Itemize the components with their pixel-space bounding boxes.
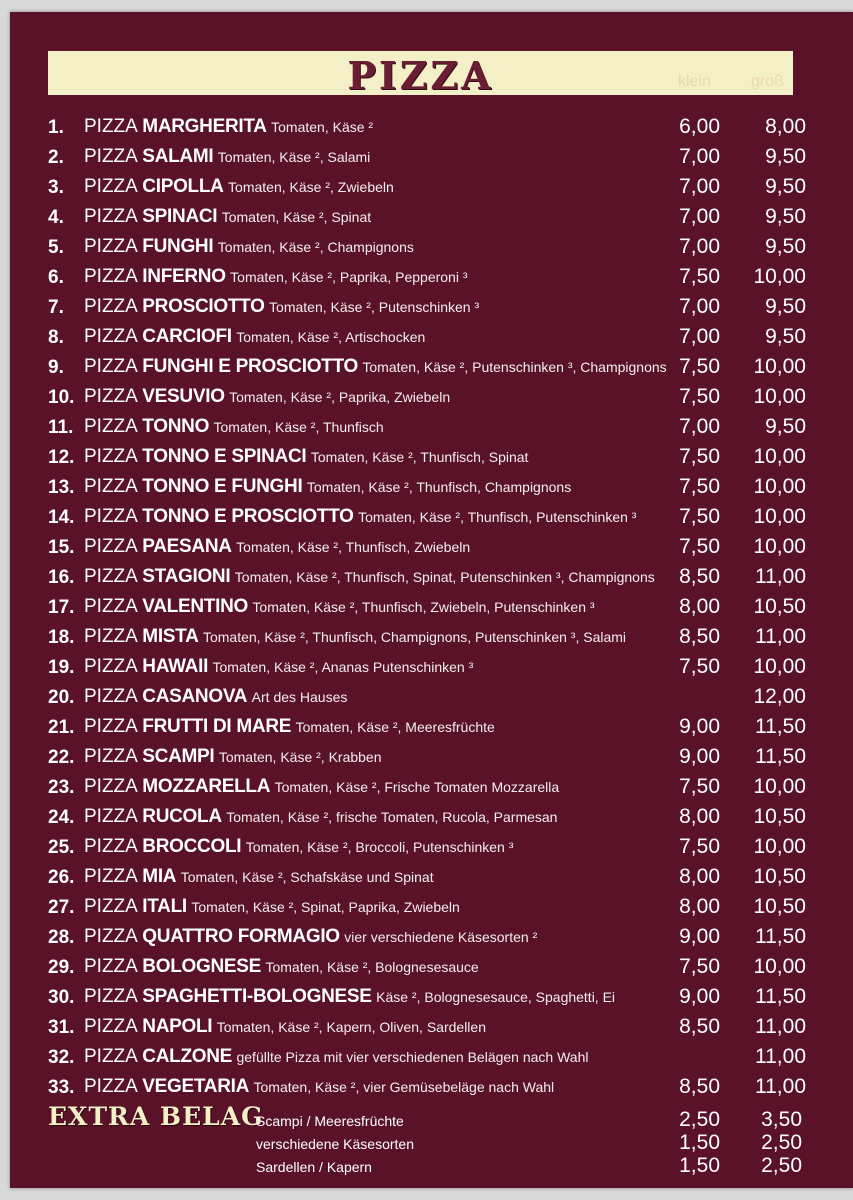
table-row [48,804,808,834]
item-prefix: PIZZA [84,506,138,527]
extra-price-large: 2,50 [761,1154,802,1177]
item-title [84,116,373,138]
price-large: 10,00 [753,655,806,678]
table-row [48,1044,808,1074]
table-row [48,264,808,294]
item-ingredients: Tomaten, Käse ², Thunfisch, Putenschinken ³ [358,509,637,525]
item-number: 1. [48,117,64,138]
table-row [48,324,808,354]
price-small: 7,50 [679,475,720,498]
table-row [48,474,808,504]
table-row [48,684,808,714]
price-large: 10,00 [753,955,806,978]
table-row [48,1014,808,1044]
item-ingredients: Käse ², Bolognesesauce, Spaghetti, Ei [376,989,616,1005]
item-title [84,956,479,978]
table-row [48,924,808,954]
price-large: 9,50 [765,415,806,438]
table-row [48,774,808,804]
item-title [84,626,626,648]
extra-item-label: Scampi / Meeresfrüchte [256,1113,404,1129]
item-title [84,536,470,558]
item-number: 30. [48,987,75,1008]
item-name: TONNO E FUNGHI [142,476,303,497]
item-prefix: PIZZA [84,236,138,257]
item-prefix: PIZZA [84,416,138,437]
item-prefix: PIZZA [84,806,138,827]
item-ingredients: Tomaten, Käse ², Frische Tomaten Mozzarella [274,779,560,795]
item-ingredients: Tomaten, Käse ², Champignons [217,239,414,255]
item-prefix: PIZZA [84,866,138,887]
item-ingredients: Tomaten, Käse ², Paprika, Zwiebeln [229,389,451,405]
page-title: PIZZA [347,53,494,98]
item-ingredients: Tomaten, Käse ², Ananas Putenschinken ³ [212,659,474,675]
item-number: 28. [48,927,75,948]
item-title [84,926,537,948]
item-title [84,446,528,468]
table-row [48,864,808,894]
item-number: 25. [48,837,75,858]
item-ingredients: gefüllte Pizza mit vier verschiedenen Belägen nach Wahl [236,1049,589,1065]
price-small: 7,50 [679,835,720,858]
item-prefix: PIZZA [84,716,138,737]
item-prefix: PIZZA [84,206,138,227]
item-prefix: PIZZA [84,536,138,557]
table-row [48,714,808,744]
price-large: 11,00 [755,565,806,588]
item-name: MOZZARELLA [142,776,271,797]
price-large: 11,50 [755,985,806,1008]
item-name: VEGETARIA [142,1076,250,1097]
price-large: 10,00 [753,775,806,798]
price-large: 8,00 [765,115,806,138]
small-size-label: klein [678,73,711,90]
price-small: 7,50 [679,445,720,468]
item-number: 15. [48,537,75,558]
price-small: 7,00 [679,415,720,438]
price-small: 8,00 [679,595,720,618]
price-large: 10,00 [753,445,806,468]
item-name: INFERNO [142,266,226,287]
item-number: 23. [48,777,75,798]
item-prefix: PIZZA [84,176,138,197]
item-prefix: PIZZA [84,1016,138,1037]
price-small: 9,00 [679,715,720,738]
item-ingredients: Tomaten, Käse ², Thunfisch, Zwiebeln, Putenschinken ³ [252,599,595,615]
extra-item-label: Sardellen / Kapern [256,1159,372,1175]
item-number: 19. [48,657,75,678]
item-prefix: PIZZA [84,986,138,1007]
price-large: 10,50 [753,865,806,888]
item-prefix: PIZZA [84,566,138,587]
item-prefix: PIZZA [84,656,138,677]
price-small: 7,50 [679,385,720,408]
price-large: 11,50 [755,745,806,768]
price-small: 7,00 [679,325,720,348]
item-name: CARCIOFI [142,326,232,347]
price-large: 9,50 [765,145,806,168]
item-prefix: PIZZA [84,296,138,317]
item-title [84,236,414,258]
table-row [48,384,808,414]
item-ingredients: Tomaten, Käse ², Zwiebeln [228,179,394,195]
item-number: 21. [48,717,75,738]
price-large: 11,00 [755,1045,806,1068]
price-large: 10,00 [753,535,806,558]
price-small: 7,00 [679,295,720,318]
item-ingredients: Tomaten, Käse ², Thunfisch, Spinat [310,449,529,465]
item-prefix: PIZZA [84,1046,138,1067]
price-small: 7,50 [679,775,720,798]
price-large: 9,50 [765,295,806,318]
table-row [48,414,808,444]
table-row [48,834,808,864]
item-title [84,476,571,498]
item-ingredients: Tomaten, Käse ² [271,119,374,135]
item-ingredients: Tomaten, Käse ², Artischocken [236,329,426,345]
item-prefix: PIZZA [84,356,138,377]
item-ingredients: Tomaten, Käse ², Thunfisch, Champignons [306,479,572,495]
extra-belag-title: EXTRA BELAG [48,1102,264,1131]
extra-price-small: 1,50 [679,1154,720,1177]
item-name: BOLOGNESE [142,956,262,977]
item-name: QUATTRO FORMAGIO [142,926,340,947]
price-small: 9,00 [679,745,720,768]
price-large: 10,50 [753,805,806,828]
item-ingredients: Tomaten, Käse ², Putenschinken ³ [269,299,480,315]
item-title [84,326,425,348]
item-name: FUNGHI E PROSCIOTTO [142,356,358,377]
item-title [84,1016,486,1038]
item-number: 16. [48,567,75,588]
item-prefix: PIZZA [84,146,138,167]
table-row [48,564,808,594]
table-row [48,624,808,654]
price-large: 11,50 [755,715,806,738]
price-large: 10,00 [753,505,806,528]
item-title [84,656,473,678]
price-large: 9,50 [765,235,806,258]
item-title [84,296,479,318]
item-title [84,1046,589,1068]
item-name: NAPOLI [142,1016,213,1037]
item-number: 13. [48,477,75,498]
price-large: 10,00 [753,835,806,858]
item-number: 10. [48,387,75,408]
extra-price-large: 3,50 [761,1108,802,1131]
item-title [84,206,371,228]
price-small: 8,50 [679,625,720,648]
item-title [84,776,559,798]
table-row [48,114,808,144]
item-prefix: PIZZA [84,326,138,347]
item-name: CIPOLLA [142,176,224,197]
price-large: 12,00 [753,685,806,708]
item-number: 6. [48,267,64,288]
item-name: STAGIONI [142,566,231,587]
extra-price-large: 2,50 [761,1131,802,1154]
price-large: 11,00 [755,1075,806,1098]
item-prefix: PIZZA [84,1076,138,1097]
price-small: 7,50 [679,535,720,558]
price-large: 10,00 [753,355,806,378]
item-prefix: PIZZA [84,596,138,617]
table-row [48,174,808,204]
table-row [48,504,808,534]
item-name: VALENTINO [142,596,248,617]
item-prefix: PIZZA [84,386,138,407]
item-name: TONNO E PROSCIOTTO [142,506,354,527]
item-number: 32. [48,1047,75,1068]
item-number: 9. [48,357,64,378]
item-name: PAESANA [142,536,232,557]
item-ingredients: Tomaten, Käse ², frische Tomaten, Rucola, Parmesan [226,809,558,825]
item-title [84,716,495,738]
item-prefix: PIZZA [84,926,138,947]
item-name: SPINACI [142,206,218,227]
price-small: 7,50 [679,265,720,288]
price-small: 8,00 [679,805,720,828]
price-small: 7,00 [679,145,720,168]
item-ingredients: Tomaten, Käse ², Salami [217,149,371,165]
item-number: 5. [48,237,64,258]
price-small: 7,50 [679,505,720,528]
item-name: TONNO E SPINACI [142,446,307,467]
item-title [84,386,450,408]
item-title [84,566,655,588]
item-ingredients: Tomaten, Käse ², Meeresfrüchte [295,719,495,735]
table-row [48,594,808,624]
price-small: 9,00 [679,985,720,1008]
price-large: 10,00 [753,385,806,408]
item-name: FUNGHI [142,236,214,257]
item-title [84,746,382,768]
item-number: 3. [48,177,64,198]
item-ingredients: Tomaten, Käse ², Putenschinken ³, Champignons [362,359,667,375]
item-title [84,506,636,528]
item-number: 8. [48,327,64,348]
item-ingredients: Tomaten, Käse ², Thunfisch, Spinat, Putenschinken ³, Champignons [234,569,655,585]
item-number: 2. [48,147,64,168]
item-ingredients: Tomaten, Käse ², vier Gemüsebeläge nach Wahl [253,1079,555,1095]
item-number: 22. [48,747,75,768]
item-prefix: PIZZA [84,446,138,467]
item-title [84,596,595,618]
price-large: 10,50 [753,595,806,618]
item-name: RUCOLA [142,806,222,827]
price-large: 10,00 [753,265,806,288]
item-ingredients: vier verschiedene Käsesorten ² [344,929,538,945]
item-ingredients: Tomaten, Käse ², Thunfisch, Zwiebeln [236,539,471,555]
price-small: 7,00 [679,235,720,258]
price-large: 11,00 [755,625,806,648]
item-prefix: PIZZA [84,116,138,137]
item-ingredients: Tomaten, Käse ², Thunfisch [213,419,384,435]
item-number: 7. [48,297,64,318]
item-prefix: PIZZA [84,836,138,857]
price-small: 6,00 [679,115,720,138]
table-row [48,654,808,684]
item-title [84,356,667,378]
table-row [48,354,808,384]
item-prefix: PIZZA [84,896,138,917]
large-size-label: groß [751,73,784,90]
item-name: MARGHERITA [142,116,267,137]
item-title [84,986,615,1008]
item-title [84,836,513,858]
table-row [48,534,808,564]
item-name: FRUTTI DI MARE [142,716,292,737]
price-small: 7,50 [679,655,720,678]
price-large: 11,00 [755,1015,806,1038]
price-large: 11,50 [755,925,806,948]
item-ingredients: Tomaten, Käse ², Bolognesesauce [265,959,479,975]
table-row [48,894,808,924]
item-ingredients: Tomaten, Käse ², Spinat, Paprika, Zwiebeln [191,899,460,915]
item-name: ITALI [142,896,187,917]
item-prefix: PIZZA [84,776,138,797]
price-small: 7,00 [679,205,720,228]
price-small: 8,50 [679,565,720,588]
price-small: 7,50 [679,355,720,378]
item-name: TONNO [142,416,210,437]
price-small: 7,50 [679,955,720,978]
item-number: 20. [48,687,75,708]
item-number: 18. [48,627,75,648]
item-number: 24. [48,807,75,828]
item-number: 33. [48,1077,75,1098]
item-ingredients: Tomaten, Käse ², Broccoli, Putenschinken ³ [245,839,514,855]
table-row [48,444,808,474]
item-title [84,146,370,168]
item-prefix: PIZZA [84,476,138,497]
table-row [48,744,808,774]
price-large: 10,00 [753,475,806,498]
item-ingredients: Tomaten, Käse ², Thunfisch, Champignons, Putenschinken ³, Salami [202,629,627,645]
item-number: 26. [48,867,75,888]
price-small: 8,00 [679,895,720,918]
menu-header [48,51,793,98]
item-prefix: PIZZA [84,266,138,287]
item-number: 11. [48,417,74,438]
price-small: 7,00 [679,175,720,198]
item-number: 4. [48,207,64,228]
item-name: SALAMI [142,146,214,167]
table-row [48,144,808,174]
price-small: 8,00 [679,865,720,888]
item-ingredients: Tomaten, Käse ², Paprika, Pepperoni ³ [230,269,468,285]
item-ingredients: Tomaten, Käse ², Spinat [221,209,372,225]
table-row [48,954,808,984]
extra-price-small: 2,50 [679,1108,720,1131]
price-large: 10,50 [753,895,806,918]
table-row [48,294,808,324]
item-name: CALZONE [142,1046,233,1067]
table-row [48,984,808,1014]
item-name: SCAMPI [142,746,215,767]
item-prefix: PIZZA [84,956,138,977]
item-ingredients: Tomaten, Käse ², Krabben [218,749,382,765]
extra-price-small: 1,50 [679,1131,720,1154]
table-row [48,1074,808,1104]
item-number: 29. [48,957,75,978]
item-name: BROCCOLI [142,836,242,857]
item-prefix: PIZZA [84,746,138,767]
item-title [84,896,460,918]
item-ingredients: Tomaten, Käse ², Schafskäse und Spinat [180,869,434,885]
item-name: CASANOVA [142,686,248,707]
item-name: MISTA [142,626,199,647]
item-title [84,806,557,828]
item-name: MIA [142,866,177,887]
item-number: 14. [48,507,75,528]
item-title [84,416,384,438]
price-large: 9,50 [765,175,806,198]
item-ingredients: Art des Hauses [251,689,348,705]
item-name: HAWAII [142,656,209,677]
price-small: 8,50 [679,1075,720,1098]
item-title [84,1076,554,1098]
item-number: 31. [48,1017,75,1038]
item-number: 12. [48,447,75,468]
table-row [48,204,808,234]
item-prefix: PIZZA [84,626,138,647]
price-large: 9,50 [765,325,806,348]
item-name: VESUVIO [142,386,225,407]
item-prefix: PIZZA [84,686,138,707]
item-title [84,176,394,198]
item-title [84,866,434,888]
item-number: 17. [48,597,75,618]
price-small: 9,00 [679,925,720,948]
item-number: 27. [48,897,75,918]
item-name: SPAGHETTI-BOLOGNESE [142,986,372,1007]
item-title [84,266,468,288]
price-small: 8,50 [679,1015,720,1038]
item-title [84,686,347,708]
item-name: PROSCIOTTO [142,296,265,317]
price-large: 9,50 [765,205,806,228]
extra-item-label: verschiedene Käsesorten [256,1136,414,1152]
item-ingredients: Tomaten, Käse ², Kapern, Oliven, Sardellen [216,1019,486,1035]
table-row [48,234,808,264]
